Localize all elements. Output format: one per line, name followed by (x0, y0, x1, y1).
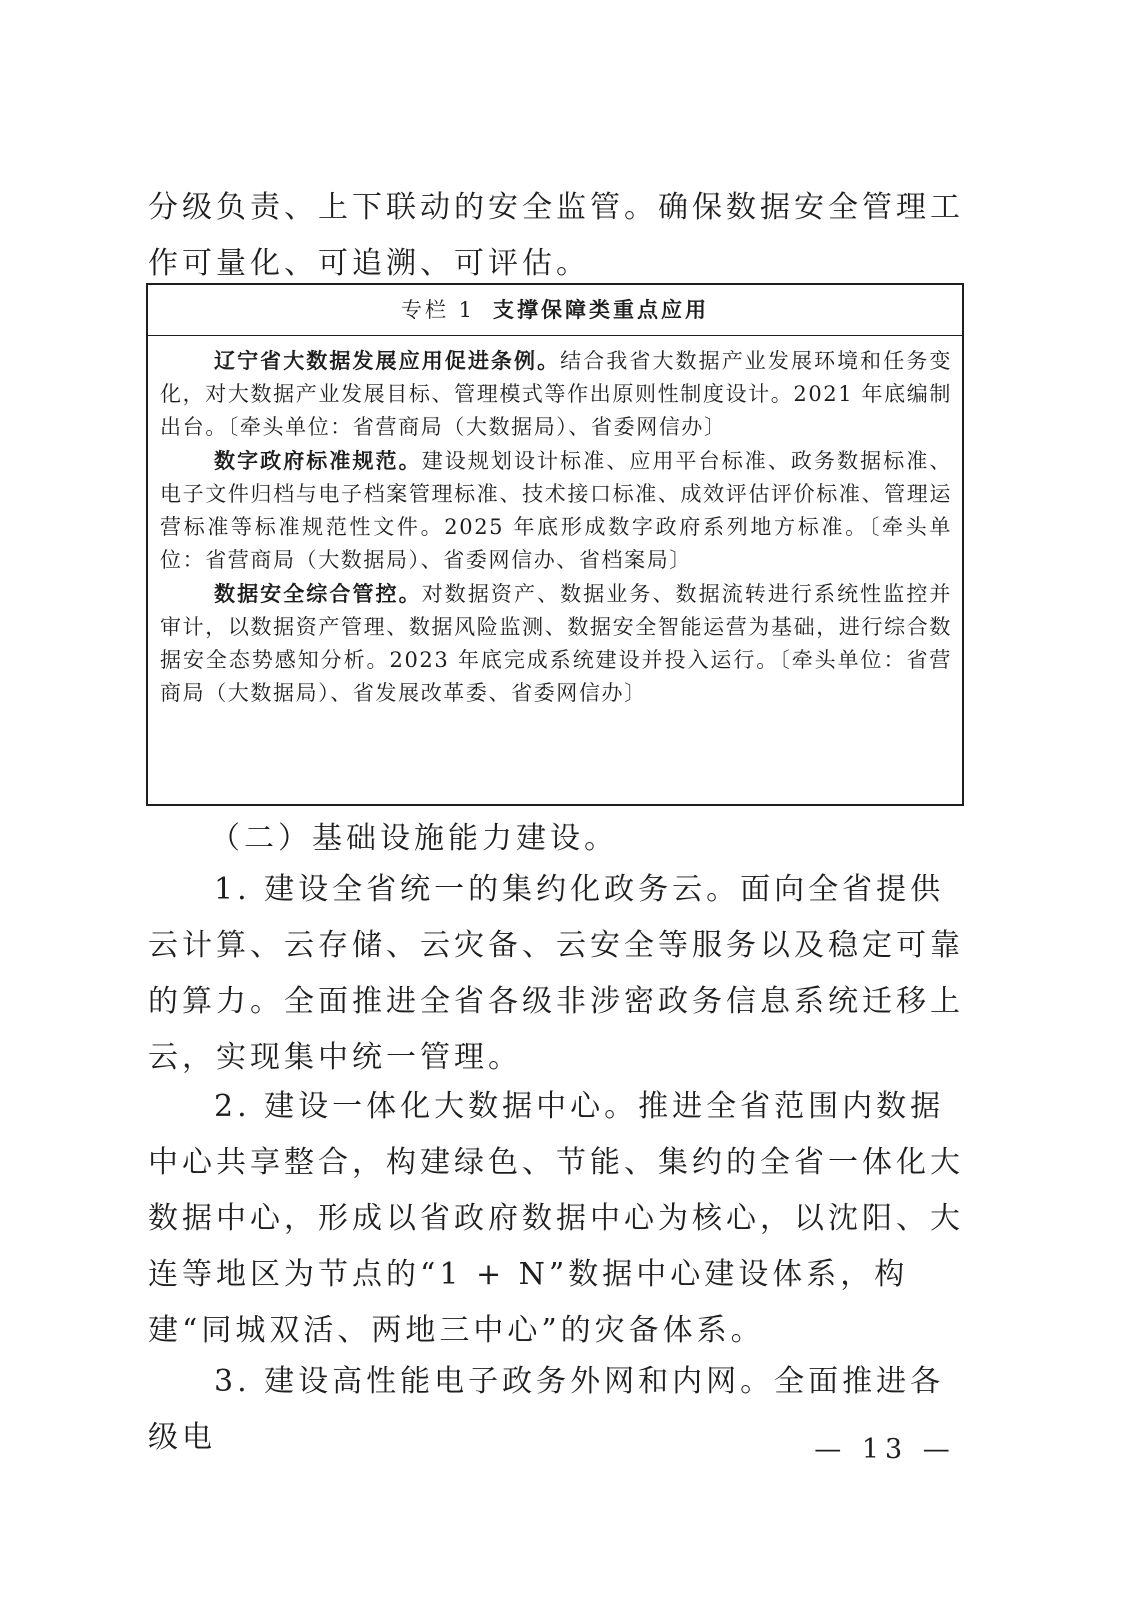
column-item-body: 结合我省大数据产业发展环境和任务变化，对大数据产业发展目标、管理模式等作出原则性制度设计。2021 年底编制出台。〔牵头单位：省营商局（大数据局）、省委网信办〕 (160, 349, 953, 439)
section-heading: （二）基础设施能力建设。 (210, 821, 618, 856)
column-box-body (148, 336, 962, 710)
column-item-heading: 数字政府标准规范。 (214, 448, 422, 473)
page-number: — 13 — (814, 1434, 956, 1465)
body-paragraph: 3. 建设高性能电子政务外网和内网。全面推进各级电 (148, 1364, 945, 1455)
column-item (160, 577, 952, 710)
body-paragraph: 2. 建设一体化大数据中心。推进全省范围内数据中心共享整合，构建绿色、节能、集约的全省一体化大数据中心，形成以省政府数据中心为核心，以沈阳、大连等地区为节点的“1 + N”数据中心建设体系，构建“同城双活、两地三中心”的灾备体系。 (148, 1089, 964, 1348)
intro-paragraph: 分级负责、上下联动的安全监管。确保数据安全管理工作可量化、可追溯、可评估。 (148, 190, 964, 281)
column-item (160, 444, 952, 577)
column-number: 专栏 1 (400, 298, 476, 322)
column-item-heading: 数据安全综合管控。 (214, 581, 422, 606)
column-title-text: 支撑保障类重点应用 (493, 298, 710, 322)
column-item-body: 建设规划设计标准、应用平台标准、政务数据标准、电子文件归档与电子档案管理标准、技术接口标准、成效评估评价标准、管理运营标准等标准规范性文件。2025 年底形成数字政府系列地方标准。〔牵头单位：省营商局（大数据局）、省委网信办、省档案局〕 (160, 449, 952, 572)
column-item (160, 344, 952, 444)
column-item-body: 对数据资产、数据业务、数据流转进行系统性监控并审计，以数据资产管理、数据风险监测、数据安全智能运营为基础，进行综合数据安全态势感知分析。2023 年底完成系统建设并投入运行。〔牵头单位：省营商局（大数据局）、省发展改革委、省委网信办〕 (160, 582, 952, 705)
column-item-heading: 辽宁省大数据发展应用促进条例。 (214, 348, 561, 373)
column-box (146, 283, 964, 806)
column-box-title (148, 285, 962, 336)
body-paragraph: 1. 建设全省统一的集约化政务云。面向全省提供云计算、云存储、云灾备、云安全等服务以及稳定可靠的算力。全面推进全省各级非涉密政务信息系统迁移上云，实现集中统一管理。 (148, 872, 964, 1075)
